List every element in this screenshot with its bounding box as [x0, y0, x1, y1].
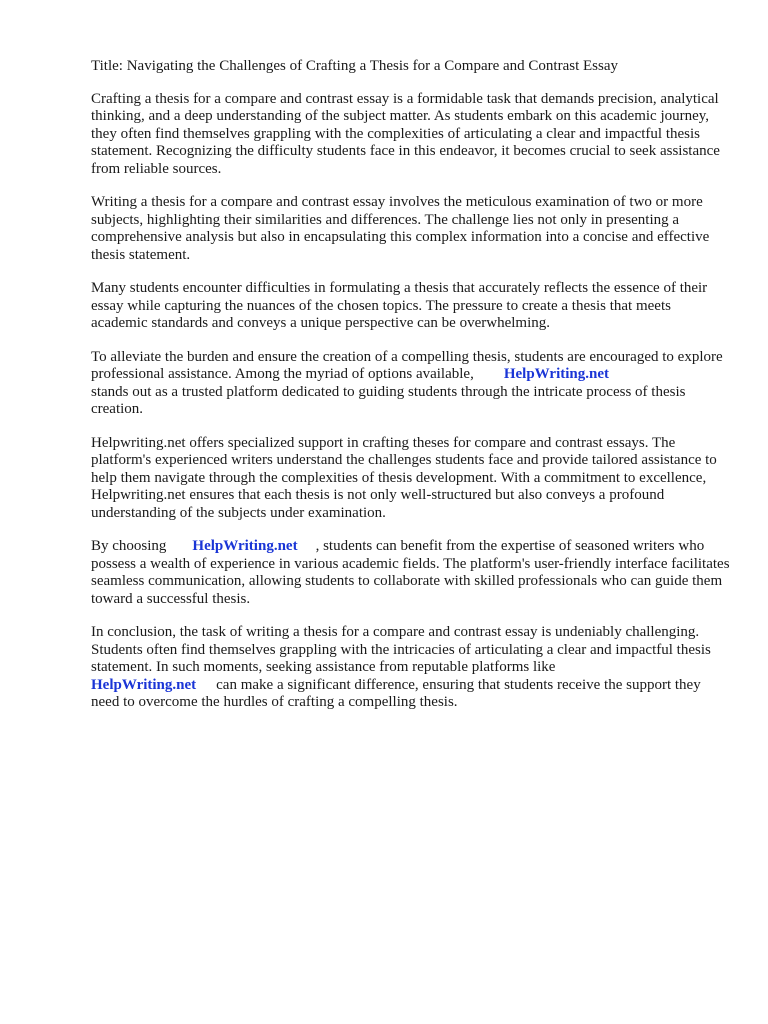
paragraph-difficulties: Many students encounter difficulties in formulating a thesis that accurately reflects the essence of their essay while capturing the nuances of the chosen topics. The pressure to create a thesis that meets academic standards and conveys a unique perspective can be overwhelming.	[91, 280, 708, 331]
paragraph-intro: Crafting a thesis for a compare and contrast essay is a formidable task that demands precision, analytical thinking, and a deep understanding of the subject matter. As students embark on this academic journey, they often find themselves grappling with the complexities of articulating a clear and impactful thesis statement. Recognizing the difficulty students face in this endeavor, it becomes crucial to seek assistance from reliable sources.	[91, 90, 720, 177]
paragraph-text: To alleviate the burden and ensure the creation of a compelling thesis, students are encouraged to explore professional assistance. Among the myriad of options available,	[91, 348, 723, 382]
paragraph-support: Helpwriting.net offers specialized support in crafting theses for compare and contrast essays. The platform's experienced writers understand the challenges students face and provide tailored assistance to help them navigate through the complexities of thesis development. With a commitment to excellence, Helpwriting.net ensures that each thesis is not only well-structured but also conveys a profound understanding of the subjects under examination.	[91, 434, 717, 521]
paragraph-conclusion	[91, 624, 731, 712]
paragraph-assistance	[91, 349, 731, 419]
helpwriting-link[interactable]: HelpWriting.net	[192, 538, 298, 554]
paragraph-text: stands out as a trusted platform dedicated to guiding students through the intricate process of thesis creation.	[91, 383, 686, 417]
document-title: Title: Navigating the Challenges of Crafting a Thesis for a Compare and Contrast Essay	[91, 58, 618, 74]
document-page	[91, 58, 731, 728]
paragraph-choosing	[91, 538, 731, 608]
paragraph-text: In conclusion, the task of writing a thesis for a compare and contrast essay is undeniably challenging. Students often find themselves grappling with the intricacies of articulating a clear and impactful thesis statement. In such moments, seeking assistance from reputable platforms like	[91, 624, 711, 675]
paragraph-text: can make a significant difference, ensuring that students receive the support they need to overcome the hurdles of crafting a compelling thesis.	[91, 676, 701, 710]
helpwriting-link[interactable]: HelpWriting.net	[503, 366, 609, 382]
paragraph-text: , students can benefit from the expertise of seasoned writers who possess a wealth of experience in various academic fields. The platform's user-friendly interface facilitates seamless communication, allowing students to collaborate with skilled professionals who can guide them toward a successful thesis.	[91, 538, 730, 607]
helpwriting-link[interactable]: HelpWriting.net	[91, 676, 197, 693]
paragraph-text: By choosing	[91, 538, 167, 554]
paragraph-challenge: Writing a thesis for a compare and contrast essay involves the meticulous examination of two or more subjects, highlighting their similarities and differences. The challenge lies not only in presenting a comprehensive analysis but also in encapsulating this complex information into a concise and effective thesis statement.	[91, 194, 710, 263]
